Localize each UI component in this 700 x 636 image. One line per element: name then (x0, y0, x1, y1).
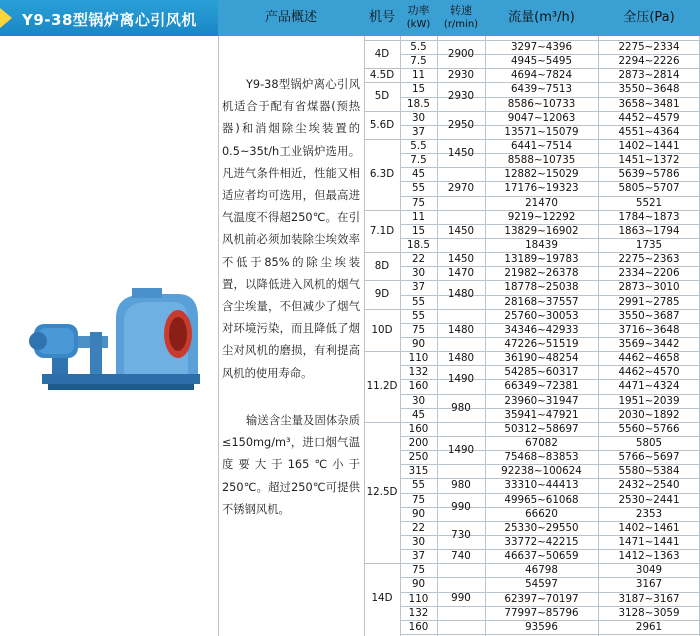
pressure-cell: 4462~4570 (618, 366, 680, 378)
overview-header: 产品概述 (264, 10, 317, 25)
power-cell: 18.5 (407, 98, 430, 110)
overview-paragraph-1: Y9-38型锅炉离心引风机适合于配有省煤器(预热器)和消烟除尘埃装置的0.5~35t/h工业锅炉选用。凡进气条件相近，性能又相适应者均可选用，但最高进气温度不得超250℃。在引风机前必须加装除尘埃效率不低于85%的除尘埃装置，以降低进入风机的烟气含尘埃量，不但减少了烟气对环境污染，而且降低了烟尘对风机的磨损，有利提高风机的使用寿命。 (222, 78, 360, 380)
pressure-cell: 3569~3442 (618, 338, 680, 350)
pressure-cell: 1784~1873 (618, 211, 680, 223)
power-cell: 75 (411, 494, 426, 506)
pressure-cell: 3658~3481 (618, 98, 680, 110)
power-cell: 55 (411, 182, 426, 194)
row-divider (400, 634, 700, 635)
centrifugal-fan-image (28, 288, 208, 398)
power-cell: 5.5 (410, 140, 427, 152)
speed-cell: 1450 (447, 225, 475, 237)
pressure-cell: 2030~1892 (618, 409, 680, 421)
model-cell: 12.5D (366, 486, 398, 498)
power-cell: 90 (411, 508, 426, 520)
model-cell: 9D (374, 288, 390, 300)
speed-cell: 1490 (447, 373, 475, 385)
model-header: 机号 (368, 10, 395, 25)
column-divider (218, 36, 219, 636)
speed-cell: 990 (451, 501, 471, 513)
flow-cell: 12882~15029 (504, 168, 579, 180)
title-tab (0, 0, 218, 36)
power-cell: 75 (411, 324, 426, 336)
arrow-icon (0, 8, 12, 28)
model-cell: 10D (371, 324, 393, 336)
pressure-cell: 5639~5786 (618, 168, 680, 180)
speed-cell: 2930 (447, 90, 475, 102)
power-cell: 55 (411, 296, 426, 308)
speed-cell: 2950 (447, 119, 475, 131)
flow-cell: 9047~12063 (507, 112, 576, 124)
pressure-cell: 5805 (635, 437, 663, 449)
power-cell: 75 (411, 197, 426, 209)
power-cell: 22 (411, 522, 426, 534)
model-cell: 4D (374, 48, 390, 60)
flow-cell: 67082 (525, 437, 558, 449)
power-cell: 15 (411, 83, 426, 95)
flow-cell: 21982~26378 (504, 267, 579, 279)
model-cell: 8D (374, 260, 390, 272)
flow-cell: 25760~30053 (504, 310, 579, 322)
pressure-cell: 4462~4658 (618, 352, 680, 364)
pressure-cell: 1451~1372 (618, 154, 680, 166)
power-cell: 55 (411, 310, 426, 322)
model-cell: 4.5D (369, 69, 395, 81)
pressure-cell: 1735 (635, 239, 663, 251)
power-cell: 22 (411, 253, 426, 265)
flow-cell: 8588~10735 (507, 154, 576, 166)
speed-cell: 980 (451, 479, 471, 491)
pressure-cell: 2991~2785 (618, 296, 680, 308)
power-cell: 18.5 (407, 239, 430, 251)
speed-cell: 1450 (447, 147, 475, 159)
flow-cell: 49965~61068 (504, 494, 579, 506)
power-cell: 45 (411, 168, 426, 180)
speed-cell: 2970 (447, 182, 475, 194)
flow-cell: 23960~31947 (504, 395, 579, 407)
flow-cell: 92238~100624 (501, 465, 582, 477)
speed-cell: 1470 (447, 267, 475, 279)
pressure-cell: 2294~2226 (618, 55, 680, 67)
flow-cell: 13571~15079 (504, 126, 579, 138)
power-cell: 30 (411, 267, 426, 279)
flow-cell: 75468~83853 (504, 451, 579, 463)
power-cell: 7.5 (410, 154, 427, 166)
pressure-cell: 2353 (635, 508, 663, 520)
power-cell: 90 (411, 578, 426, 590)
speed-cell: 1450 (447, 253, 475, 265)
pressure-cell: 2275~2363 (618, 253, 680, 265)
power-cell: 90 (411, 338, 426, 350)
flow-cell: 33772~42215 (504, 536, 579, 548)
speed-cell: 1480 (447, 288, 475, 300)
pressure-cell: 1951~2039 (618, 395, 680, 407)
flow-cell: 18439 (525, 239, 558, 251)
power-cell: 132 (408, 607, 429, 619)
flow-cell: 4945~5495 (510, 55, 573, 67)
pressure-cell: 4551~4364 (618, 126, 680, 138)
model-cell: 7.1D (369, 225, 395, 237)
power-header: 功率 (kW) (406, 4, 431, 30)
pressure-cell: 3550~3687 (618, 310, 680, 322)
power-cell: 45 (411, 409, 426, 421)
pressure-cell: 3187~3167 (618, 593, 680, 605)
power-cell: 11 (411, 211, 426, 223)
pressure-cell: 2334~2206 (618, 267, 680, 279)
pressure-cell: 3550~3648 (618, 83, 680, 95)
pressure-cell: 2432~2540 (618, 479, 680, 491)
speed-header: 转速 (r/min) (443, 4, 479, 30)
flow-cell: 35941~47921 (504, 409, 579, 421)
pressure-cell: 5560~5766 (618, 423, 680, 435)
power-cell: 7.5 (410, 55, 427, 67)
flow-cell: 46637~50659 (504, 550, 579, 562)
pressure-cell: 1863~1794 (618, 225, 680, 237)
pressure-cell: 5805~5707 (618, 182, 680, 194)
flow-cell: 66620 (525, 508, 558, 520)
flow-cell: 50312~58697 (504, 423, 579, 435)
flow-cell: 54597 (525, 578, 558, 590)
power-cell: 37 (411, 126, 426, 138)
power-cell: 110 (408, 593, 429, 605)
pressure-cell: 5580~5384 (618, 465, 680, 477)
flow-cell: 93596 (525, 621, 558, 633)
flow-cell: 18778~25038 (504, 281, 579, 293)
flow-cell: 28168~37557 (504, 296, 579, 308)
flow-cell: 13189~19783 (504, 253, 579, 265)
speed-cell: 2900 (447, 48, 475, 60)
speed-cell: 1490 (447, 444, 475, 456)
power-cell: 37 (411, 550, 426, 562)
power-cell: 110 (408, 352, 429, 364)
pressure-cell: 1402~1441 (618, 140, 680, 152)
pressure-cell: 4452~4579 (618, 112, 680, 124)
flow-cell: 25330~29550 (504, 522, 579, 534)
page-title: Y9-38型锅炉离心引风机 (22, 11, 197, 29)
flow-cell: 46798 (525, 564, 558, 576)
flow-cell: 36190~48254 (504, 352, 579, 364)
pressure-cell: 1412~1363 (618, 550, 680, 562)
pressure-cell: 2530~2441 (618, 494, 680, 506)
flow-cell: 62397~70197 (504, 593, 579, 605)
model-cell: 6.3D (369, 168, 395, 180)
pressure-cell: 5766~5697 (618, 451, 680, 463)
flow-cell: 54285~60317 (504, 366, 579, 378)
power-cell: 55 (411, 479, 426, 491)
power-cell: 30 (411, 536, 426, 548)
flow-cell: 6439~7513 (510, 83, 573, 95)
pressure-cell: 1402~1461 (618, 522, 680, 534)
speed-cell: 730 (451, 529, 471, 541)
flow-cell: 9219~12292 (507, 211, 576, 223)
power-cell: 160 (408, 621, 429, 633)
pressure-header: 全压(Pa) (623, 10, 675, 25)
power-cell: 160 (408, 380, 429, 392)
pressure-cell: 4471~4324 (618, 380, 680, 392)
speed-cell: 980 (451, 402, 471, 414)
pressure-cell: 5521 (635, 197, 663, 209)
flow-cell: 21470 (525, 197, 558, 209)
flow-cell: 4694~7824 (510, 69, 573, 81)
power-cell: 132 (408, 366, 429, 378)
speed-cell: 1480 (447, 324, 475, 336)
model-cell: 11.2D (366, 380, 398, 392)
pressure-cell: 2873~2814 (618, 69, 680, 81)
flow-cell: 34346~42933 (504, 324, 579, 336)
pressure-cell: 3716~3648 (618, 324, 680, 336)
flow-cell: 17176~19323 (504, 182, 579, 194)
power-cell: 200 (408, 437, 429, 449)
flow-cell: 6441~7514 (510, 140, 573, 152)
power-cell: 5.5 (410, 41, 427, 53)
power-cell: 15 (411, 225, 426, 237)
speed-cell: 1480 (447, 352, 475, 364)
power-cell: 30 (411, 395, 426, 407)
overview-paragraph-2: 输送含尘量及固体杂质≤150mg/m³，进口烟气温度要大于165℃小于250℃。超过250℃可提供不锈钢风机。 (222, 414, 360, 516)
pressure-cell: 3128~3059 (618, 607, 680, 619)
flow-cell: 47226~51519 (504, 338, 579, 350)
power-cell: 11 (411, 69, 426, 81)
pressure-cell: 3049 (635, 564, 663, 576)
speed-cell: 990 (451, 592, 471, 604)
pressure-cell: 1471~1441 (618, 536, 680, 548)
power-cell: 315 (408, 465, 429, 477)
model-cell: 5D (374, 90, 390, 102)
flow-cell: 13829~16902 (504, 225, 579, 237)
flow-header: 流量(m³/h) (508, 10, 575, 25)
pressure-cell: 2275~2334 (618, 41, 680, 53)
power-cell: 30 (411, 112, 426, 124)
flow-cell: 77997~85796 (504, 607, 579, 619)
power-cell: 160 (408, 423, 429, 435)
power-cell: 75 (411, 564, 426, 576)
power-cell: 37 (411, 281, 426, 293)
speed-cell: 2930 (447, 69, 475, 81)
model-cell: 5.6D (369, 119, 395, 131)
power-cell: 250 (408, 451, 429, 463)
product-overview (218, 36, 364, 636)
model-cell: 14D (371, 592, 393, 604)
flow-cell: 8586~10733 (507, 98, 576, 110)
product-image-panel (0, 36, 218, 636)
pressure-cell: 2873~3010 (618, 281, 680, 293)
speed-cell: 740 (451, 550, 471, 562)
flow-cell: 3297~4396 (510, 41, 573, 53)
flow-cell: 33310~44413 (504, 479, 579, 491)
flow-cell: 66349~72381 (504, 380, 579, 392)
pressure-cell: 2961 (635, 621, 663, 633)
pressure-cell: 3167 (635, 578, 663, 590)
